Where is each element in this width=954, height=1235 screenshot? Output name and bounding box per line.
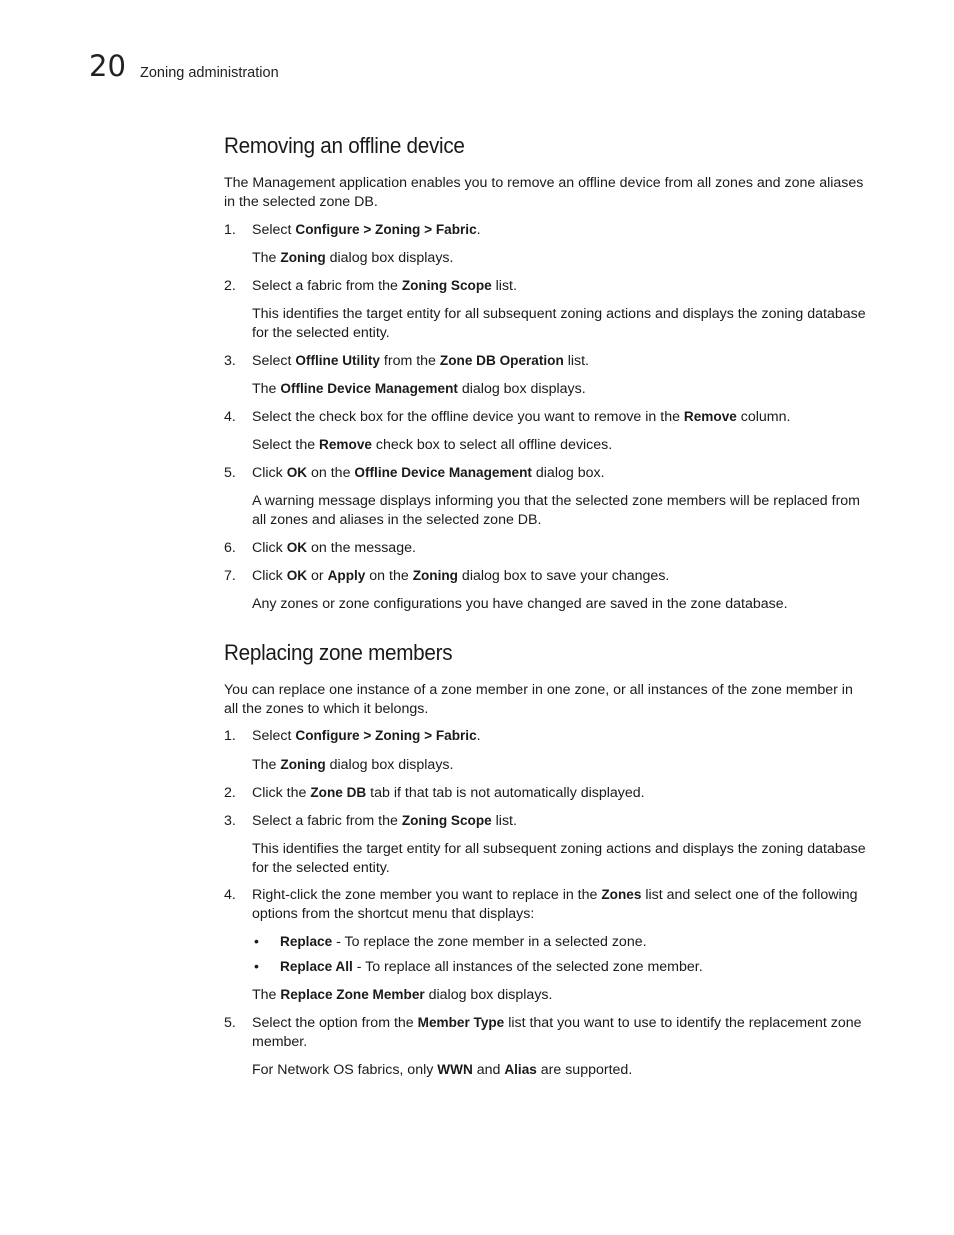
step-text: Select a fabric from the Zoning Scope list. — [252, 278, 517, 294]
step-text: Select the option from the Member Type list that you want to use to identify the replacement zone member. — [252, 1015, 862, 1050]
step-number: 5. — [224, 465, 236, 481]
step-note: This identifies the target entity for all subsequent zoning actions and displays the zoning database for the selected entity. — [252, 306, 866, 341]
chapter-number: 20 — [89, 49, 126, 83]
step-note: Any zones or zone configurations you have changed are saved in the zone database. — [252, 596, 788, 612]
step-text: Select Offline Utility from the Zone DB Operation list. — [252, 353, 589, 369]
step-note: The Zoning dialog box displays. — [252, 757, 454, 773]
step-number: 1. — [224, 728, 236, 744]
step-number: 7. — [224, 568, 236, 584]
step-note: The Replace Zone Member dialog box displays. — [252, 987, 553, 1003]
step-number: 5. — [224, 1015, 236, 1031]
step-text: Click OK on the Offline Device Management dialog box. — [252, 465, 605, 481]
bullet-item: Replace All - To replace all instances of the selected zone member. — [280, 959, 703, 975]
step-number: 1. — [224, 222, 236, 238]
step-text: Click the Zone DB tab if that tab is not automatically displayed. — [252, 785, 645, 801]
step-note: For Network OS fabrics, only WWN and Alias are supported. — [252, 1062, 633, 1078]
bullet-icon: • — [254, 933, 259, 949]
step-number: 3. — [224, 813, 236, 829]
step-number: 3. — [224, 353, 236, 369]
step-number: 2. — [224, 785, 236, 801]
step-number: 4. — [224, 887, 236, 903]
step-number: 2. — [224, 278, 236, 294]
step-text: Select a fabric from the Zoning Scope list. — [252, 813, 517, 829]
section-title-replacing-zone-members: Replacing zone members — [224, 640, 453, 665]
section-intro: You can replace one instance of a zone member in one zone, or all instances of the zone member in all the zones to which it belongs. — [224, 682, 853, 717]
step-number: 4. — [224, 409, 236, 425]
step-text: Select Configure > Zoning > Fabric. — [252, 728, 481, 744]
section-title-removing-offline-device: Removing an offline device — [224, 133, 465, 158]
step-text: Click OK on the message. — [252, 540, 416, 556]
bullet-icon: • — [254, 958, 259, 974]
section-intro: The Management application enables you to remove an offline device from all zones and zone aliases in the selected zone DB. — [224, 175, 864, 210]
step-note: The Zoning dialog box displays. — [252, 250, 454, 266]
step-note: This identifies the target entity for all subsequent zoning actions and displays the zoning database for the selected entity. — [252, 841, 866, 876]
step-text: Select the check box for the offline device you want to remove in the Remove column. — [252, 409, 791, 425]
step-number: 6. — [224, 540, 236, 556]
step-text: Select Configure > Zoning > Fabric. — [252, 222, 481, 238]
step-text: Right-click the zone member you want to replace in the Zones list and select one of the following options from the shortcut menu that displays: — [252, 887, 858, 922]
step-note: A warning message displays informing you that the selected zone members will be replaced from all zones and aliases in the selected zone DB. — [252, 493, 860, 528]
chapter-title: Zoning administration — [140, 65, 279, 81]
step-note: Select the Remove check box to select all offline devices. — [252, 437, 613, 453]
bullet-item: Replace - To replace the zone member in a selected zone. — [280, 934, 647, 950]
step-note: The Offline Device Management dialog box displays. — [252, 381, 586, 397]
step-text: Click OK or Apply on the Zoning dialog box to save your changes. — [252, 568, 670, 584]
